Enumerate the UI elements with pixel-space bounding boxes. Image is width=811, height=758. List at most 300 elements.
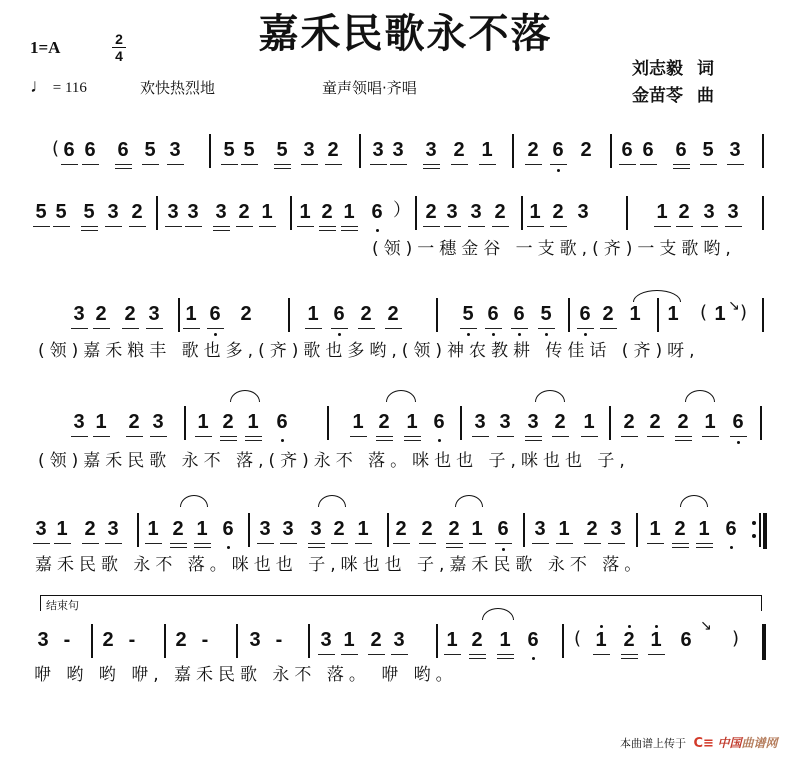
beam-underline [444,226,461,227]
slur [180,495,208,507]
parenthesis: ） [393,200,411,221]
beam-underline [497,658,514,659]
note: 3 [167,201,179,223]
note: 2 [677,411,689,433]
beam-underline [126,436,143,437]
beam-underline [673,168,690,169]
note: 6 [675,139,687,161]
note: 2 [321,201,333,223]
beam-underline [297,226,314,227]
beam-underline [446,547,463,548]
note: 6 [370,200,384,224]
barline [436,298,438,332]
note: 5 [539,302,553,326]
beam-underline [220,436,237,437]
beam-underline [468,226,485,227]
barline [762,196,764,230]
beam-underline [358,328,375,329]
note: 1 [529,201,541,223]
note: 2 [124,303,136,325]
beam-underline [423,168,440,169]
beam-underline [115,168,132,169]
note: 2 [370,629,382,651]
note: 6 [578,302,592,326]
ending-label: 结束句 [46,599,79,612]
barline [521,196,523,230]
score-row [0,138,811,198]
barline [762,134,764,168]
beam-underline [701,226,718,227]
note: 5 [243,139,255,161]
note: 2 [175,629,187,651]
parenthesis: ( [574,628,582,649]
beam-underline [390,164,407,165]
beam-underline [245,440,262,441]
beam-underline [497,654,514,655]
beam-underline [280,543,297,544]
note: 2 [602,303,614,325]
barline [415,196,417,230]
note: 1 [343,629,355,651]
beam-underline [511,328,528,329]
note: 5 [702,139,714,161]
beam-underline [727,164,744,165]
beam-underline [341,230,358,231]
note: 2 [552,201,564,223]
low-octave-dot [227,546,230,549]
beam-underline [274,164,291,165]
beam-underline [621,436,638,437]
note: 2 [327,139,339,161]
note: 5 [461,302,475,326]
parenthesis: ) [740,302,748,323]
note: 2 [387,303,399,325]
beam-underline [550,164,567,165]
note: 1 [667,303,679,325]
beam-underline [129,226,146,227]
note: 2 [378,411,390,433]
note: 2 [622,628,636,652]
note: 2 [674,518,686,540]
beam-underline [556,543,573,544]
composer-name: 金苗苓 [632,86,683,106]
beam-underline [640,164,657,165]
beam-underline [331,328,348,329]
beam-underline [221,164,238,165]
note: 2 [240,303,252,325]
note: 2 [471,629,483,651]
beam-underline [308,543,325,544]
note: 3 [446,201,458,223]
barline [288,298,290,332]
note: 2 [421,518,433,540]
barline [327,406,329,440]
barline [387,513,389,547]
barline [512,134,514,168]
beam-underline [350,436,367,437]
note: 5 [223,139,235,161]
barline [209,134,211,168]
lyric-line: (领)一穗金谷 一支歌,(齐)一支歌哟, [372,239,736,259]
beam-underline [93,436,110,437]
note: 1 [583,411,595,433]
note: 1 [147,518,159,540]
beam-underline [245,436,262,437]
beam-underline [53,226,70,227]
barline [178,298,180,332]
beam-underline [600,328,617,329]
note: 1 [56,518,68,540]
beam-underline [391,654,408,655]
extension-dash: - [275,629,283,651]
beam-underline [54,543,71,544]
note: 6 [680,629,692,651]
note: 6 [432,410,446,434]
ending-bracket [40,595,762,611]
beam-underline [621,658,638,659]
note: 1 [629,303,641,325]
note: 3 [393,629,405,651]
note: 2 [494,201,506,223]
barline [248,513,250,547]
beam-underline [183,328,200,329]
note: 2 [84,518,96,540]
slur [230,390,260,402]
note: 3 [303,139,315,161]
beam-underline [469,654,486,655]
note: 1 [714,303,726,325]
note: 3 [187,201,199,223]
beam-underline [423,226,440,227]
barline [636,513,638,547]
slur [685,390,715,402]
barline [568,298,570,332]
beam-underline [525,436,542,437]
beam-underline [376,436,393,437]
barline [610,134,612,168]
note: 5 [55,201,67,223]
slur [633,290,681,302]
beam-underline [621,654,638,655]
note: 6 [117,139,129,161]
note: 2 [102,629,114,651]
lyricist-credit [632,56,714,83]
barline [91,624,93,658]
beam-underline [122,328,139,329]
slur [386,390,416,402]
note: 1 [594,628,608,652]
beam-underline [185,226,202,227]
barline [762,298,764,332]
note: 2 [128,411,140,433]
barline [562,624,564,658]
extension-dash: - [63,629,71,651]
beam-underline [170,543,187,544]
beam-underline [33,543,50,544]
beam-underline [672,543,689,544]
beam-underline [194,543,211,544]
note: 3 [703,201,715,223]
note: 2 [448,518,460,540]
note: 2 [527,139,539,161]
note: 3 [320,629,332,651]
beam-underline [654,226,671,227]
beam-underline [479,164,496,165]
note: 1 [261,201,273,223]
site-name-part1: 中国 [717,736,742,750]
site-logo-icon: C≡ [693,736,714,751]
beam-underline [485,328,502,329]
beam-underline [236,226,253,227]
note: 6 [208,302,222,326]
note: 1 [649,518,661,540]
note: 1 [357,518,369,540]
repeat-barline-thick [763,513,767,549]
note: 3 [282,518,294,540]
beam-underline [207,328,224,329]
note: 3 [372,139,384,161]
note: 1 [704,411,716,433]
beam-underline [195,436,212,437]
barline [137,513,139,547]
beam-underline [469,658,486,659]
note: 1 [649,628,663,652]
beam-underline [460,328,477,329]
beam-underline [593,654,610,655]
note: 6 [724,517,738,541]
beam-underline [675,436,692,437]
beam-underline [341,226,358,227]
quarter-note-icon: ♩ [30,76,49,97]
beam-underline [552,436,569,437]
beam-underline [257,543,274,544]
note: 3 [107,518,119,540]
repeat-dots [752,521,756,547]
beam-underline [648,654,665,655]
beam-underline [404,436,421,437]
note: 6 [621,139,633,161]
beam-underline [105,543,122,544]
note: 3 [169,139,181,161]
note: 5 [35,201,47,223]
slur [318,495,346,507]
beam-underline [532,543,549,544]
beam-underline [105,226,122,227]
beam-underline [393,543,410,544]
beam-underline [730,436,747,437]
high-octave-dot [600,625,603,628]
high-octave-dot [628,625,631,628]
beam-underline [71,328,88,329]
note: 2 [238,201,250,223]
beam-underline [676,226,693,227]
note: 1 [197,411,209,433]
beam-underline [213,226,230,227]
note: 6 [84,139,96,161]
beam-underline [145,543,162,544]
note: 3 [249,629,261,651]
note: 1 [558,518,570,540]
note: 2 [95,303,107,325]
beam-underline [419,543,436,544]
barline [609,406,611,440]
note: 1 [406,411,418,433]
low-octave-dot [281,439,284,442]
beam-underline [577,328,594,329]
beam-underline [469,543,486,544]
beam-underline [581,436,598,437]
barline [290,196,292,230]
note: 3 [727,201,739,223]
beam-underline [170,547,187,548]
beam-underline [82,543,99,544]
beam-underline [33,226,50,227]
time-signature [112,32,126,63]
note: 2 [623,411,635,433]
beam-underline [167,164,184,165]
note: 6 [496,517,510,541]
barline [308,624,310,658]
beam-underline [495,543,512,544]
beam-underline [675,440,692,441]
note: 1 [446,629,458,651]
note: 3 [35,518,47,540]
beam-underline [702,436,719,437]
note: 3 [215,201,227,223]
note: 3 [474,411,486,433]
beam-underline [81,230,98,231]
extension-dash: - [201,629,209,651]
beam-underline [696,543,713,544]
lyricist-role: 词 [697,59,714,79]
note: 6 [526,628,540,652]
beam-underline [61,164,78,165]
note: 3 [37,629,49,651]
note: 1 [307,303,319,325]
note: 2 [453,139,465,161]
note: 1 [95,411,107,433]
note: 2 [222,411,234,433]
high-octave-dot [655,625,658,628]
slur [535,390,565,402]
note: 3 [152,411,164,433]
beam-underline [550,226,567,227]
beam-underline [538,328,555,329]
note: 3 [73,411,85,433]
beam-underline [81,226,98,227]
repeat-barline-thin [759,513,761,547]
note: 2 [172,518,184,540]
beam-underline [71,436,88,437]
note: 2 [580,139,592,161]
performance-style: 童声领唱·齐唱 [322,79,417,97]
note: 3 [310,518,322,540]
note: 2 [395,518,407,540]
beam-underline [446,543,463,544]
beam-underline [301,164,318,165]
note: 3 [534,518,546,540]
note: 2 [333,518,345,540]
note: 6 [642,139,654,161]
note: 3 [107,201,119,223]
note: 3 [577,201,589,223]
beam-underline [423,164,440,165]
note: 2 [678,201,690,223]
low-octave-dot [730,546,733,549]
parenthesis: ) [732,628,740,649]
beam-underline [325,164,342,165]
barline [164,624,166,658]
beam-underline [93,328,110,329]
parenthesis: ( [52,138,60,159]
note: 5 [144,139,156,161]
note: 1 [343,201,355,223]
beam-underline [525,164,542,165]
note: 1 [499,629,511,651]
note: 3 [527,411,539,433]
lyricist-name: 刘志毅 [632,59,683,79]
note: 3 [610,518,622,540]
credits [632,56,714,110]
note: 3 [392,139,404,161]
beam-underline [355,543,372,544]
beam-underline [376,440,393,441]
barline [359,134,361,168]
tempo-value: = 116 [52,80,87,96]
beam-underline [451,164,468,165]
note: 3 [73,303,85,325]
beam-underline [305,328,322,329]
low-octave-dot [438,439,441,442]
note: 2 [649,411,661,433]
composer-credit [632,83,714,110]
slur [680,495,708,507]
composer-role: 曲 [697,86,714,106]
note: 2 [360,303,372,325]
beam-underline [241,164,258,165]
beam-underline [220,440,237,441]
song-title: 嘉禾民歌永不落 [258,11,553,57]
expression-marking: 欢快热烈地 [140,79,216,97]
note: 3 [259,518,271,540]
beam-underline [213,230,230,231]
note: 2 [554,411,566,433]
note: 2 [131,201,143,223]
beam-underline [331,543,348,544]
note: 1 [481,139,493,161]
note: 2 [586,518,598,540]
note: 3 [729,139,741,161]
note: 1 [196,518,208,540]
beam-underline [696,547,713,548]
beam-underline [492,226,509,227]
note: 1 [247,411,259,433]
beam-underline [647,436,664,437]
beam-underline [150,436,167,437]
footer-watermark [620,734,777,751]
beam-underline [370,164,387,165]
site-name-part2: 曲谱网 [741,736,778,750]
beam-underline [146,328,163,329]
final-barline [762,624,766,660]
barline [236,624,238,658]
beam-underline [608,543,625,544]
beam-underline [318,654,335,655]
beam-underline [82,164,99,165]
low-octave-dot [737,441,740,444]
barline [523,513,525,547]
beam-underline [165,226,182,227]
